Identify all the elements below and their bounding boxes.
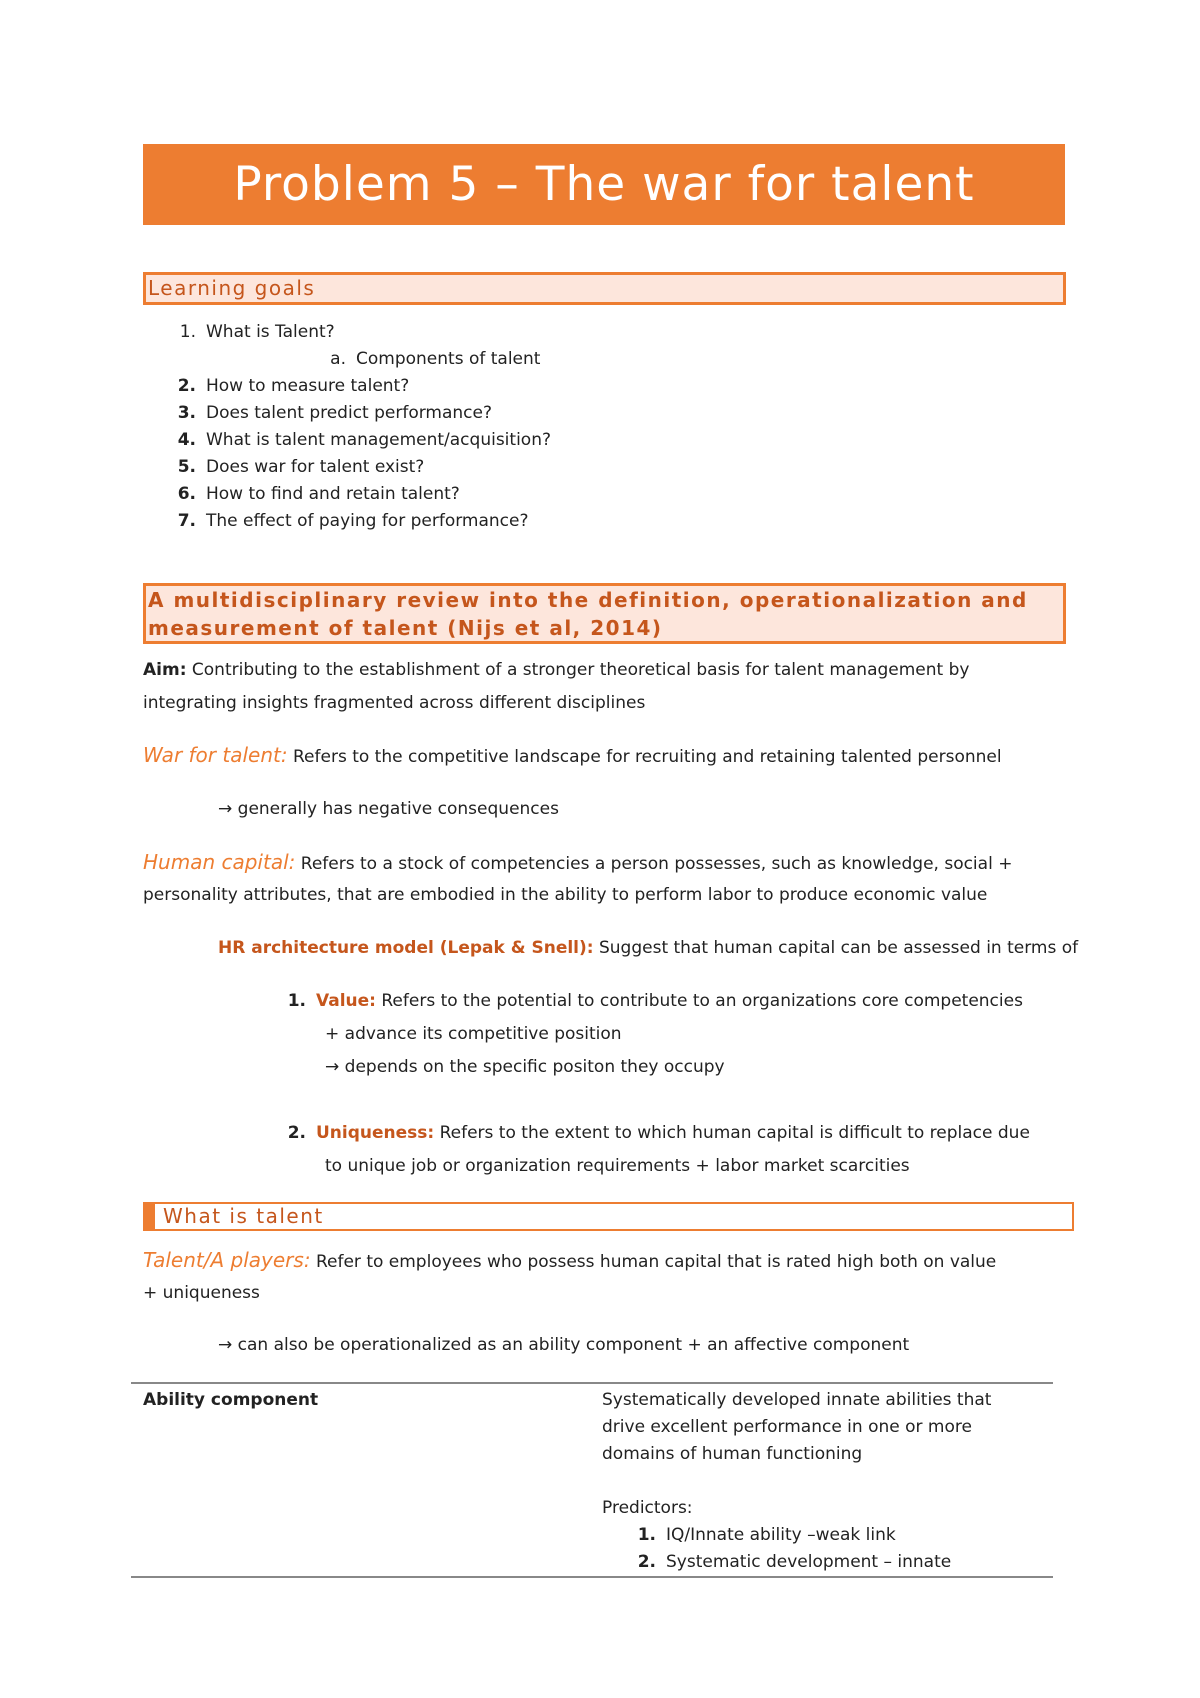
review-heading [143,583,1066,644]
goal-text: The effect of paying for performance? [206,511,529,531]
goal-item [170,372,409,400]
goal-text: What is Talent? [206,322,335,342]
goal-text: Does talent predict performance? [206,403,493,423]
human-capital-term: Human capital: [143,850,296,874]
table-row-label: Ability component [143,1390,319,1410]
uniqueness-term: Uniqueness: [316,1123,435,1143]
aim-label: Aim: [143,660,187,680]
arrow-text: can also be operationalized as an ability component + an affective component [237,1335,910,1355]
predictors-label: Predictors: [602,1498,693,1518]
goal-item [170,318,335,346]
uniqueness-item-cont [325,1152,910,1180]
goal-number: a. [330,349,346,369]
review-heading-line: A multidisciplinary review into the definition, operationalization and [148,588,1028,612]
talent-text: + uniqueness [143,1283,260,1303]
value-term: Value: [316,991,376,1011]
goal-text: How to find and retain talent? [206,484,460,504]
aim-text: integrating insights fragmented across different disciplines [143,693,646,713]
table-bottom-rule [131,1576,1053,1578]
arrow-icon: → [218,799,233,819]
war-for-talent-text: Refers to the competitive landscape for recruiting and retaining talented personnel [293,747,1002,767]
human-capital-definition-cont [143,881,987,909]
page-title: Problem 5 – The war for talent [143,144,1065,225]
goal-number: 5. [177,457,196,477]
war-for-talent-definition [143,741,1002,771]
goal-item [170,507,529,535]
goal-number: 4. [177,430,196,450]
goal-subitem [320,345,540,373]
table-desc-line: Systematically developed innate abilities that [602,1390,992,1410]
value-text: + advance its competitive position [325,1024,622,1044]
uniqueness-item [280,1119,1030,1147]
talent-definition [143,1246,996,1276]
hr-architecture-term: HR architecture model (Lepak & Snell): [218,938,594,958]
uniqueness-text: Refers to the extent to which human capital is difficult to replace due [439,1123,1030,1143]
list-number: 2. [287,1123,306,1143]
value-item-cont [325,1020,622,1048]
list-number: 2. [637,1552,656,1572]
war-for-talent-arrow [218,795,559,823]
learning-goals-heading: Learning goals [143,272,1066,305]
human-capital-text: Refers to a stock of competencies a person possesses, such as knowledge, social + [300,854,1013,874]
human-capital-text: personality attributes, that are embodied in the ability to perform labor to produce economic value [143,885,988,905]
goal-item [170,453,424,481]
war-for-talent-term: War for talent: [143,743,288,767]
arrow-text: depends on the specific positon they occupy [344,1057,725,1077]
hr-architecture-text: Suggest that human capital can be assessed in terms of [598,938,1079,958]
table-desc-line: domains of human functioning [602,1444,863,1464]
predictor-text: Systematic development – innate [666,1552,952,1572]
arrow-icon: → [325,1057,340,1077]
predictor-text: IQ/Innate ability –weak link [666,1525,896,1545]
talent-definition-cont [143,1279,260,1307]
goal-number: 7. [177,511,196,531]
table-desc-line: drive excellent performance in one or more [602,1417,972,1437]
goal-text: Does war for talent exist? [206,457,425,477]
list-number: 1. [637,1525,656,1545]
human-capital-definition [143,848,1012,878]
aim-paragraph [143,656,969,684]
goal-text: Components of talent [356,349,541,369]
aim-text: Contributing to the establishment of a stronger theoretical basis for talent management by [191,660,970,680]
goal-number: 6. [177,484,196,504]
predictor-item [630,1521,896,1549]
list-number: 1. [287,991,306,1011]
goal-item [170,426,551,454]
what-is-talent-heading: What is talent [143,1202,1074,1231]
aim-paragraph-cont [143,689,645,717]
goal-item [170,399,492,427]
talent-arrow [218,1331,909,1359]
goal-text: What is talent management/acquisition? [206,430,551,450]
table-top-rule [131,1382,1053,1384]
talent-text: Refer to employees who possess human capital that is rated high both on value [315,1252,997,1272]
hr-architecture-model [218,934,1078,962]
goal-text: How to measure talent? [206,376,410,396]
uniqueness-text: to unique job or organization requirements + labor market scarcities [325,1156,910,1176]
value-text: Refers to the potential to contribute to an organizations core competencies [381,991,1023,1011]
value-arrow [325,1053,725,1081]
value-item [280,987,1023,1015]
goal-item [170,480,460,508]
talent-term: Talent/A players: [143,1248,311,1272]
goal-number: 3. [177,403,196,423]
review-heading-line: measurement of talent (Nijs et al, 2014) [148,616,663,640]
predictor-item [630,1548,951,1576]
goal-number: 1. [179,322,196,342]
goal-number: 2. [177,376,196,396]
arrow-icon: → [218,1335,233,1355]
arrow-text: generally has negative consequences [237,799,559,819]
